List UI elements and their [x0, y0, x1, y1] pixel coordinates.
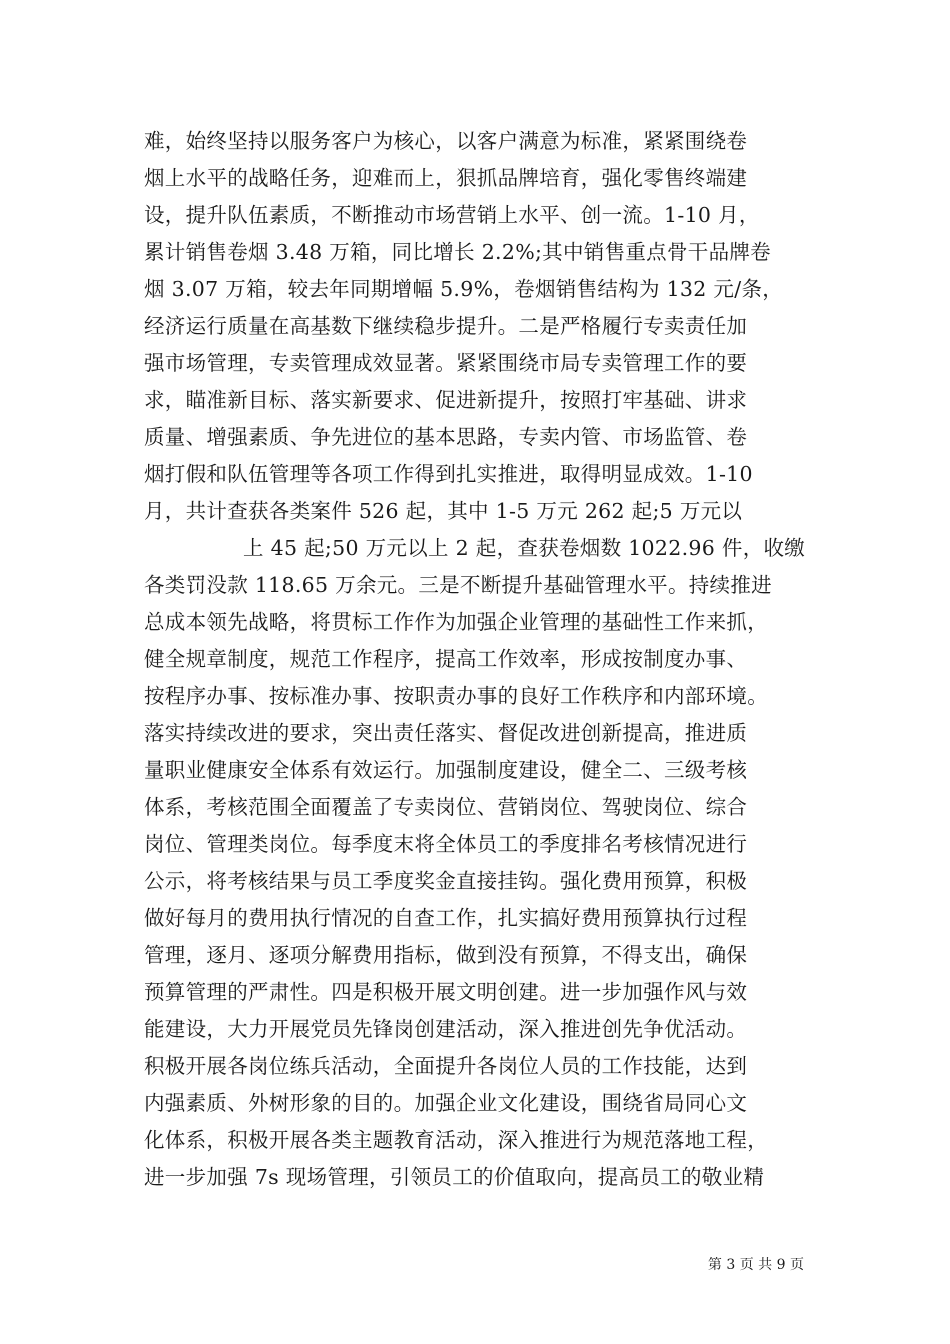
body-text-line: 岗位、管理类岗位。每季度末将全体员工的季度排名考核情况进行	[144, 832, 748, 856]
body-text-line: 化体系，积极开展各类主题教育活动，深入推进行为规范落地工程，	[144, 1128, 768, 1152]
body-text-line: 求，瞄准新目标、落实新要求、促进新提升，按照打牢基础、讲求	[144, 388, 748, 412]
body-text-line: 经济运行质量在高基数下继续稳步提升。二是严格履行专卖责任加	[144, 314, 748, 338]
body-text-line: 设，提升队伍素质，不断推动市场营销上水平、创一流。1-10 月，	[144, 203, 760, 227]
body-text-line: 体系，考核范围全面覆盖了专卖岗位、营销岗位、驾驶岗位、综合	[144, 795, 748, 819]
page-number-footer: 第 3 页 共 9 页	[707, 1257, 804, 1273]
body-text-line: 能建设，大力开展党员先锋岗创建活动，深入推进创先争优活动。	[144, 1017, 748, 1041]
body-text-line: 强市场管理，专卖管理成效显著。紧紧围绕市局专卖管理工作的要	[144, 351, 748, 375]
body-text-line: 内强素质、外树形象的目的。加强企业文化建设，围绕省局同心文	[144, 1091, 748, 1115]
body-text-line: 各类罚没款 118.65 万余元。三是不断提升基础管理水平。持续推进	[144, 573, 772, 597]
body-text-line: 烟上水平的战略任务，迎难而上，狠抓品牌培育，强化零售终端建	[144, 166, 748, 190]
body-text-line: 进一步加强 7s 现场管理，引领员工的价值取向，提高员工的敬业精	[144, 1165, 765, 1189]
body-text-line: 总成本领先战略，将贯标工作作为加强企业管理的基础性工作来抓，	[144, 610, 768, 634]
body-text-line: 预算管理的严肃性。四是积极开展文明创建。进一步加强作风与效	[144, 980, 748, 1004]
body-text-line: 上 45 起;50 万元以上 2 起，查获卷烟数 1022.96 件，收缴	[243, 536, 806, 560]
body-text-line: 做好每月的费用执行情况的自查工作，扎实搞好费用预算执行过程	[144, 906, 748, 930]
body-text-line: 量职业健康安全体系有效运行。加强制度建设，健全二、三级考核	[144, 758, 748, 782]
body-text-line: 烟打假和队伍管理等各项工作得到扎实推进，取得明显成效。1-10	[144, 462, 753, 486]
body-text-line: 累计销售卷烟 3.48 万箱，同比增长 2.2%;其中销售重点骨干品牌卷	[144, 240, 771, 264]
body-text-line: 按程序办事、按标准办事、按职责办事的良好工作秩序和内部环境。	[144, 684, 768, 708]
body-text-line: 烟 3.07 万箱，较去年同期增幅 5.9%，卷烟销售结构为 132 元/条，	[144, 277, 784, 301]
body-text-line: 公示，将考核结果与员工季度奖金直接挂钩。强化费用预算，积极	[144, 869, 748, 893]
body-text-line: 落实持续改进的要求，突出责任落实、督促改进创新提高，推进质	[144, 721, 748, 745]
body-text-line: 管理，逐月、逐项分解费用指标，做到没有预算，不得支出，确保	[144, 943, 748, 967]
body-text-line: 难，始终坚持以服务客户为核心，以客户满意为标准，紧紧围绕卷	[144, 129, 748, 153]
body-text-line: 积极开展各岗位练兵活动，全面提升各岗位人员的工作技能，达到	[144, 1054, 748, 1078]
body-text-line: 月，共计查获各类案件 526 起，其中 1-5 万元 262 起;5 万元以	[144, 499, 743, 523]
body-text-line: 质量、增强素质、争先进位的基本思路，专卖内管、市场监管、卷	[144, 425, 748, 449]
body-text-line: 健全规章制度，规范工作程序，提高工作效率，形成按制度办事、	[144, 647, 748, 671]
